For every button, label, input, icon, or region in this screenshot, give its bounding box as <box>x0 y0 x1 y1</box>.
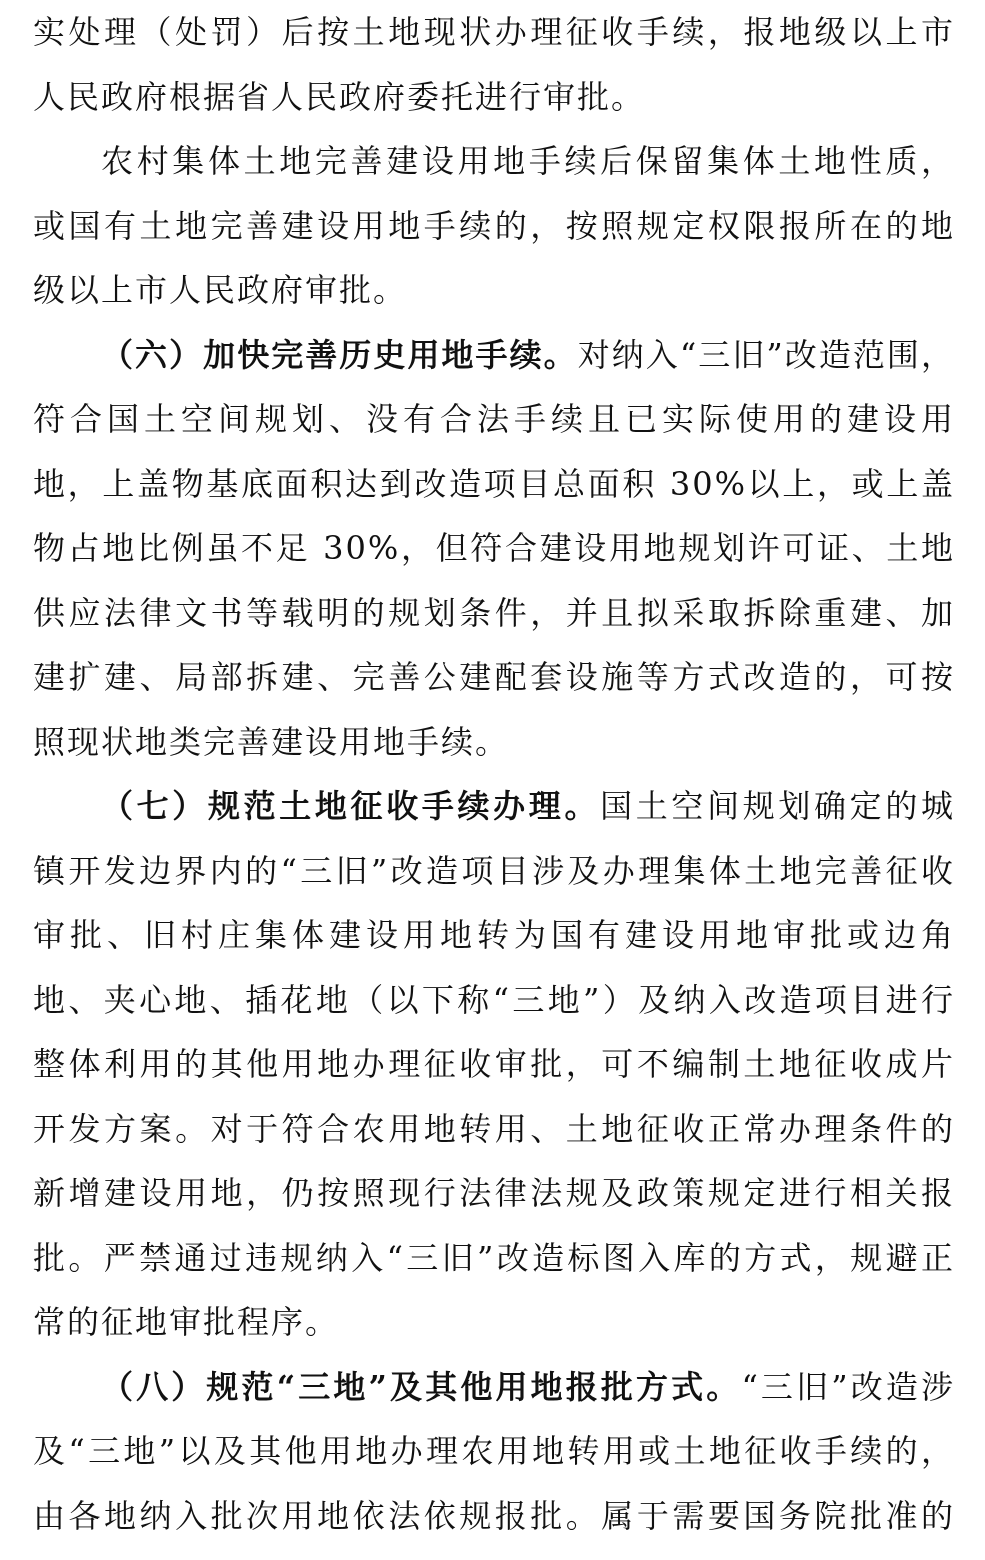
text-line: 农村集体土地完善建设用地手续后保留集体土地性质， <box>101 142 955 180</box>
document-page <box>33 0 955 1548</box>
section-heading-line <box>33 774 955 839</box>
section-text: “三旧”改造涉 <box>741 1367 955 1406</box>
text-line: 地，上盖物基底面积达到改造项目总面积 30%以上，或上盖 <box>33 464 955 503</box>
text-line: 照现状地类完善建设用地手续。 <box>33 722 510 761</box>
text-line: 及“三地”以及其他用地办理农用地转用或土地征收手续的， <box>33 1432 955 1470</box>
text-line: 常的征地审批程序。 <box>33 1303 340 1341</box>
text-line: 供应法律文书等载明的规划条件，并且拟采取拆除重建、加 <box>33 593 955 632</box>
text-line: 级以上市人民政府审批。 <box>33 271 408 309</box>
text-line: 或国有土地完善建设用地手续的，按照规定权限报所在的地 <box>33 206 955 245</box>
text-line: 建扩建、局部拆建、完善公建配套设施等方式改造的，可按 <box>33 658 955 696</box>
text-line: 新增建设用地，仍按照现行法律法规及政策规定进行相关报 <box>33 1174 955 1212</box>
section-heading: （六）加快完善历史用地手续。 <box>101 335 578 374</box>
text-line: 实处理（处罚）后按土地现状办理征收手续，报地级以上市 <box>33 13 955 51</box>
text-line: 整体利用的其他用地办理征收审批，可不编制土地征收成片 <box>33 1045 955 1083</box>
text-line: 人民政府根据省人民政府委托进行审批。 <box>33 77 646 116</box>
text-line: 镇开发边界内的“三旧”改造项目涉及办理集体土地完善征收 <box>33 851 955 890</box>
section-heading: （八）规范“三地”及其他用地报批方式。 <box>101 1367 742 1406</box>
section-heading-line <box>33 1355 955 1420</box>
text-line: 开发方案。对于符合农用地转用、土地征收正常办理条件的 <box>33 1109 955 1148</box>
text-line: 审批、旧村庄集体建设用地转为国有建设用地审批或边角 <box>33 916 955 954</box>
text-line: 由各地纳入批次用地依法依规报批。属于需要国务院批准的 <box>33 1496 955 1535</box>
section-heading: （七）规范土地征收手续办理。 <box>101 787 601 825</box>
text-line: 物占地比例虽不足 30%，但符合建设用地规划许可证、土地 <box>33 529 955 567</box>
text-line: 符合国土空间规划、没有合法手续且已实际使用的建设用 <box>33 400 955 438</box>
text-line: 批。严禁通过违规纳入“三旧”改造标图入库的方式，规避正 <box>33 1238 955 1277</box>
section-heading-line <box>33 323 955 388</box>
section-text: 对纳入“三旧”改造范围， <box>577 335 955 374</box>
text-line: 地、夹心地、插花地（以下称“三地”）及纳入改造项目进行 <box>33 980 955 1019</box>
section-text: 国土空间规划确定的城 <box>600 787 955 825</box>
